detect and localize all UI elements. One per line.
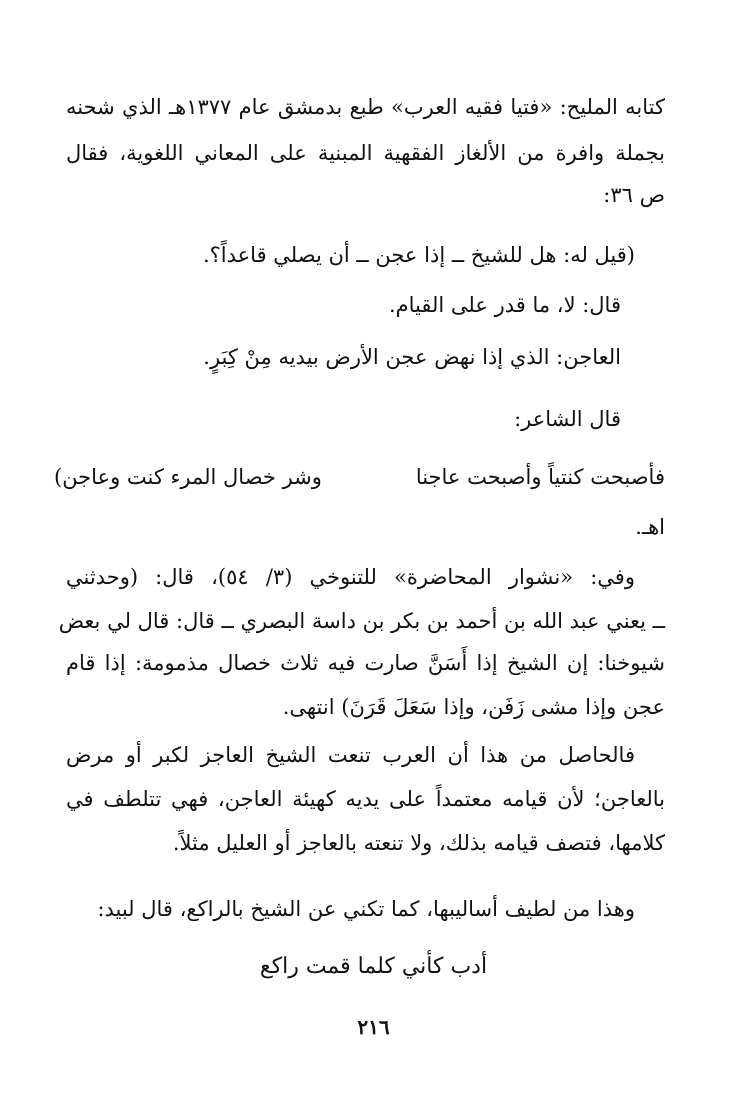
paragraph-line: بالعاجن؛ لأن قيامه معتمداً على يديه كهيئة العاجن، فهي تتلطف في xyxy=(66,787,665,811)
quote-end: اهـ. xyxy=(635,515,665,539)
quote-line: العاجن: الذي إذا نهض عجن الأرض بيديه مِنْ كِبَرٍ. xyxy=(203,345,621,369)
verse-hemistich-left: وشر خصال المرء كنت وعاجن) xyxy=(54,465,322,489)
paragraph-line: كتابه المليح: «فتيا فقيه العرب» طبع بدمشق عام ١٣٧٧هـ الذي شحنه xyxy=(66,95,665,119)
paragraph-line: عجن وإذا مشى زَفَن، وإذا سَعَلَ قَرَنَ) انتهى. xyxy=(282,695,665,719)
paragraph-line: كلامها، فتصف قيامه بذلك، ولا تنعته بالعاجز أو العليل مثلاً. xyxy=(172,831,665,855)
quote-line: قال: لا، ما قدر على القيام. xyxy=(388,293,621,317)
paragraph-line: شيوخنا: إن الشيخ إذا أَسَنَّ صارت فيه ثلاث خصال مذمومة: إذا قام xyxy=(66,651,665,675)
page-number: ٢١٦ xyxy=(357,1015,390,1039)
paragraph-line: بجملة وافرة من الألغاز الفقهية المبنية على المعاني اللغوية، فقال xyxy=(66,141,665,165)
quote-line: قال الشاعر: xyxy=(514,407,621,431)
quote-line: (قيل له: هل للشيخ ــ إذا عجن ــ أن يصلي قاعداً؟. xyxy=(202,243,635,267)
paragraph-line: وفي: «نشوار المحاضرة» للتنوخي (٣/ ٥٤)، قال: (وحدثني xyxy=(66,565,635,589)
verse-line: أدب كأني كلما قمت راكع xyxy=(259,954,488,979)
paragraph-line: فالحاصل من هذا أن العرب تنعت الشيخ العاجز لكبر أو مرض xyxy=(66,743,635,767)
paragraph-line: ــ يعني عبد الله بن أحمد بن بكر بن داسة البصري ــ قال: قال لي بعض xyxy=(58,609,665,633)
paragraph-line: وهذا من لطيف أساليبها، كما تكني عن الشيخ بالراكع، قال لبيد: xyxy=(97,897,635,921)
paragraph-line: ص ٣٦: xyxy=(603,183,665,207)
verse-hemistich-right: فأصبحت كنتياً وأصبحت عاجنا xyxy=(415,465,665,489)
